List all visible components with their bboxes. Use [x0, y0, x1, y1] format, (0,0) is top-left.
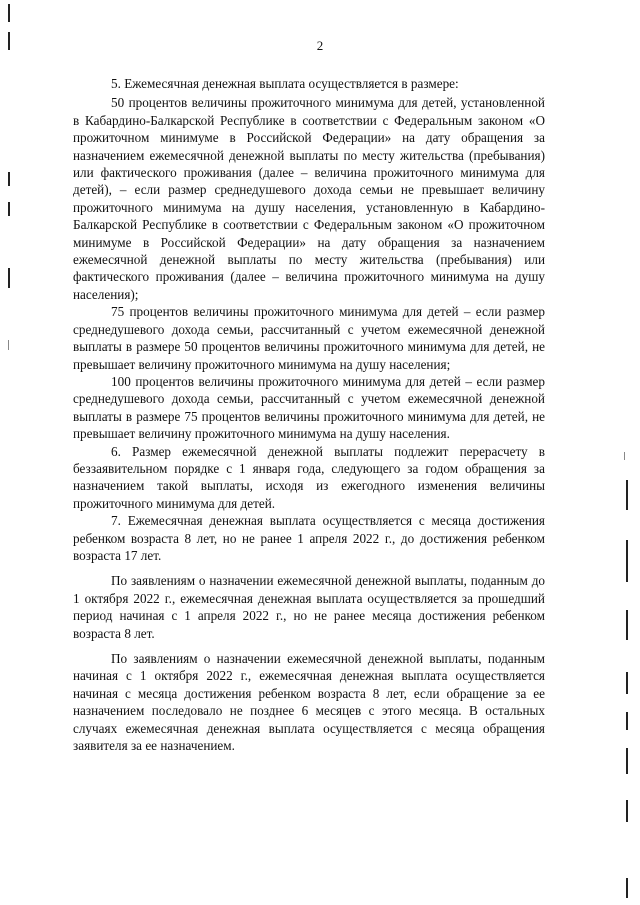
scan-mark-right-8	[626, 800, 628, 822]
paragraph-75-percent: 75 процентов величины прожиточного минимума для детей – если размер среднедушевого дохода семьи, рассчитанный с учетом ежемесячной денежной выплаты в размере 50 процентов величины прожиточного минимума для детей, не превышает величину прожиточного минимума на душу населения;	[73, 304, 545, 372]
scan-mark-left-5	[8, 268, 10, 288]
paragraph-before-october: По заявлениям о назначении ежемесячной денежной выплаты, поданным до 1 октября 2022 г., ежемесячная денежная выплата осуществляется за прошедший период начиная с 1 апреля 2022 г., но не ранее месяца достижения ребенком возраста 8 лет.	[73, 573, 545, 641]
paragraph-50-percent: 50 процентов величины прожиточного минимума для детей, установленной в Кабардино-Балкарской Республике в соответствии с Федеральным законом «О прожиточном минимуме в Российской Федерации» на дату обращения за назначением ежемесячной денежной выплаты по месту жительства (пребывания) или фактического проживания (далее – величина прожиточного минимума для детей), – если размер среднедушевого дохода семьи не превышает величину прожиточного минимума на душу населения, установленную в Кабардино-Балкарской Республике в соответствии с Федеральным законом «О прожиточном минимуме в Российской Федерации» на дату обращения за назначением ежемесячной денежной выплаты по месту жительства (пребывания) или фактического проживания (далее – величина прожиточного минимума на душу населения);	[73, 95, 545, 302]
scan-mark-left-1	[8, 4, 10, 22]
scan-mark-right-5	[626, 672, 628, 694]
paragraph-item-7: 7. Ежемесячная денежная выплата осуществляется с месяца достижения ребенком возраста 8 лет, но не ранее 1 апреля 2022 г., до достижения ребенком возраста 17 лет.	[73, 513, 545, 563]
scan-mark-right-2	[626, 480, 628, 510]
document-body	[73, 75, 545, 754]
scan-mark-left-6	[8, 340, 9, 350]
scan-mark-right-3	[626, 540, 628, 582]
paragraph-from-october: По заявлениям о назначении ежемесячной денежной выплаты, поданным начиная с 1 октября 2022 г., ежемесячная денежная выплата осуществляется начиная с месяца достижения ребенком возраста 8 лет, если обращение за ее назначением последовало не позднее 6 месяцев с этого месяца. В остальных случаях ежемесячная денежная выплата осуществляется с месяца обращения заявителя за ее назначением.	[73, 651, 545, 754]
scan-mark-right-6	[626, 712, 628, 730]
scan-mark-left-4	[8, 202, 10, 216]
scan-mark-right-4	[626, 610, 628, 640]
paragraph-100-percent: 100 процентов величины прожиточного минимума для детей – если размер среднедушевого дохода семьи, рассчитанный с учетом ежемесячной денежной выплаты в размере 75 процентов величины прожиточного минимума для детей, не превышает величину прожиточного минимума на душу населения.	[73, 373, 545, 442]
paragraph-item-6: 6. Размер ежемесячной денежной выплаты подлежит перерасчету в беззаявительном порядке с 1 января года, следующего за годом обращения за назначением такой выплаты, исходя из ежегодного изменения величины прожиточного минимума для детей.	[73, 443, 545, 511]
scan-mark-right-7	[626, 748, 628, 774]
paragraph-item-5: 5. Ежемесячная денежная выплата осуществляется в размере:	[111, 76, 459, 91]
scan-mark-left-2	[8, 32, 10, 50]
page-number: 2	[316, 38, 324, 53]
scan-mark-right-9	[626, 878, 628, 898]
scan-mark-left-3	[8, 172, 10, 186]
scan-mark-right-1	[624, 452, 625, 460]
